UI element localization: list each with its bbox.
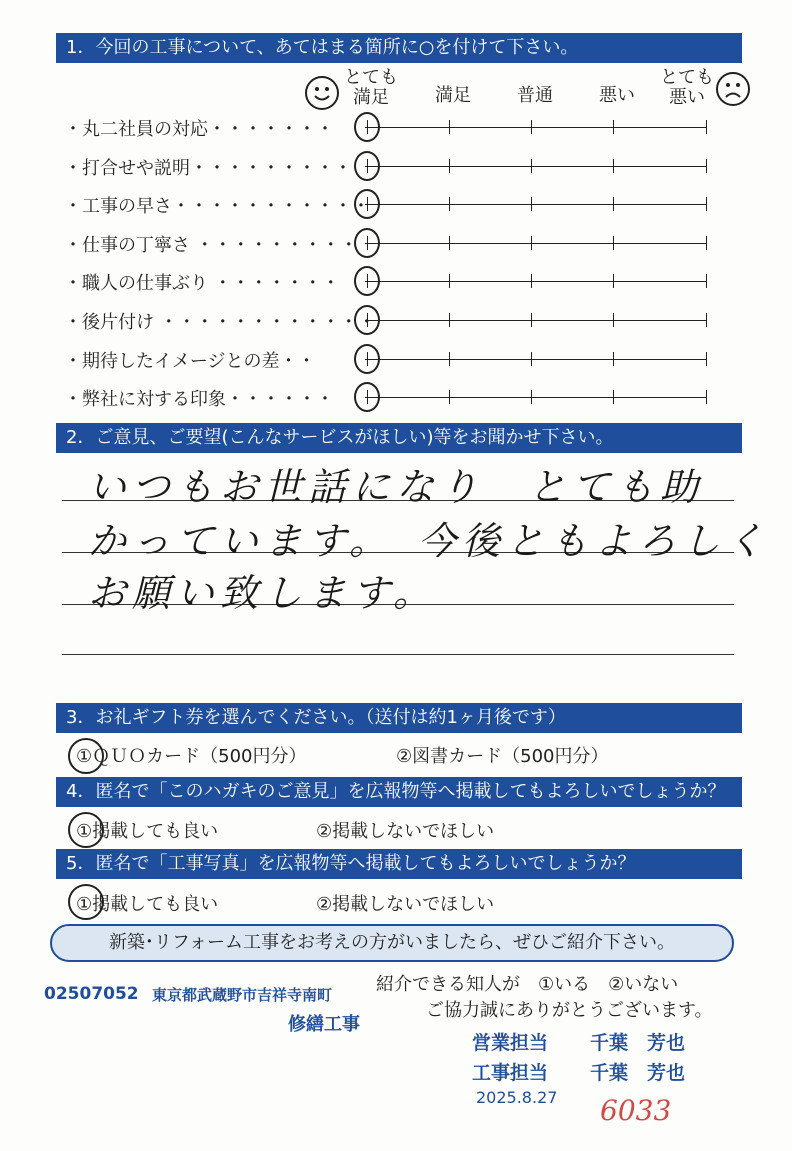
q3-option-quo-card[interactable]: ①ＱＵＯカード（500円分） bbox=[76, 746, 307, 767]
q2-title-bar bbox=[56, 423, 742, 453]
rating-option-tick[interactable] bbox=[706, 236, 707, 250]
rating-selection-circle bbox=[354, 228, 380, 258]
scale-very-bad: とても 悪い bbox=[660, 67, 714, 108]
rating-scale-line bbox=[365, 359, 707, 360]
referral-banner-text: 新築･リフォーム工事をお考えの方がいましたら、ぜひご紹介下さい。 bbox=[108, 932, 676, 953]
q4-option-allow[interactable]: ①掲載しても良い bbox=[76, 821, 219, 842]
smiley-face-icon bbox=[305, 76, 339, 110]
rating-item-label: ・期待したイメージとの差・・ bbox=[64, 351, 316, 372]
scale-very-satisfied: とても 満足 bbox=[344, 67, 398, 108]
ruled-line bbox=[62, 654, 734, 655]
thanks-message: ご協力誠にありがとうございます。 bbox=[426, 1000, 713, 1021]
handwritten-number: 6033 bbox=[600, 1094, 672, 1127]
rating-option-tick[interactable] bbox=[531, 236, 532, 250]
rating-item-label: ・弊社に対する印象・・・・・・ bbox=[64, 389, 334, 410]
rating-selection-circle bbox=[354, 344, 380, 374]
comment-line-1: いつもお世話になり とても助 bbox=[88, 465, 705, 509]
q4-option-deny[interactable]: ②掲載しないでほしい bbox=[316, 821, 495, 842]
sales-label: 営業担当 bbox=[472, 1032, 549, 1054]
rating-option-tick[interactable] bbox=[531, 274, 532, 288]
selection-circle-mark bbox=[68, 738, 104, 774]
q5-option-allow[interactable]: ①掲載しても良い bbox=[76, 894, 219, 915]
rating-option-tick[interactable] bbox=[613, 159, 614, 173]
q4-title-bar bbox=[56, 777, 742, 807]
rating-option-tick[interactable] bbox=[613, 236, 614, 250]
rating-scale-line bbox=[365, 127, 707, 128]
rating-option-tick[interactable] bbox=[706, 352, 707, 366]
q3-title-bar bbox=[56, 703, 742, 733]
q1-title: 1．今回の工事について、あてはまる箇所に○を付けて下さい。 bbox=[66, 37, 579, 58]
rating-scale-line bbox=[365, 204, 707, 205]
rating-option-tick[interactable] bbox=[449, 313, 450, 327]
rating-option-tick[interactable] bbox=[531, 390, 532, 404]
q1-title-bar bbox=[56, 33, 742, 63]
rating-option-tick[interactable] bbox=[531, 120, 532, 134]
selection-circle-mark bbox=[68, 884, 104, 920]
rating-option-tick[interactable] bbox=[449, 159, 450, 173]
rating-option-tick[interactable] bbox=[613, 274, 614, 288]
scale-bad: 悪い bbox=[599, 85, 635, 106]
rating-option-tick[interactable] bbox=[531, 159, 532, 173]
scale-satisfied: 満足 bbox=[435, 85, 471, 106]
rating-scale-line bbox=[365, 397, 707, 398]
rating-selection-circle bbox=[354, 112, 380, 142]
comment-line-3: お願い致します。 bbox=[88, 571, 437, 615]
rating-option-tick[interactable] bbox=[449, 236, 450, 250]
rating-selection-circle bbox=[354, 266, 380, 296]
scale-normal: 普通 bbox=[517, 85, 553, 106]
rating-scale-line bbox=[365, 166, 707, 167]
rating-option-tick[interactable] bbox=[706, 159, 707, 173]
work-name: 千葉 芳也 bbox=[590, 1062, 686, 1084]
rating-selection-circle bbox=[354, 189, 380, 219]
rating-option-tick[interactable] bbox=[531, 313, 532, 327]
comment-line-2: かっています。 今後ともよろしく bbox=[88, 519, 770, 563]
rating-option-tick[interactable] bbox=[613, 313, 614, 327]
rating-option-tick[interactable] bbox=[706, 390, 707, 404]
rating-option-tick[interactable] bbox=[449, 352, 450, 366]
rating-item-label: ・打合せや説明・・・・・・・・・ bbox=[64, 158, 352, 179]
q5-title: 5．匿名で「工事写真」を広報物等へ掲載してもよろしいでしょうか？ bbox=[66, 853, 636, 874]
work-label: 工事担当 bbox=[472, 1062, 549, 1084]
rating-item-label: ・工事の早さ・・・・・・・・・・・ bbox=[64, 196, 370, 217]
rating-item-label: ・丸二社員の対応・・・・・・・ bbox=[64, 119, 334, 140]
rating-option-tick[interactable] bbox=[706, 274, 707, 288]
referral-question: 紹介できる知人が ①いる ②いない bbox=[376, 974, 679, 995]
rating-option-tick[interactable] bbox=[613, 120, 614, 134]
selection-circle-mark bbox=[68, 812, 104, 848]
q3-title: 3．お礼ギフト券を選んでください。（送付は約1ヶ月後です） bbox=[66, 707, 566, 728]
rating-option-tick[interactable] bbox=[449, 120, 450, 134]
rating-option-tick[interactable] bbox=[706, 197, 707, 211]
rating-scale-line bbox=[365, 243, 707, 244]
q2-title: 2．ご意見、ご要望(こんなサービスがほしい)等をお聞かせ下さい。 bbox=[66, 427, 614, 448]
q4-title: 4．匿名で「このハガキのご意見」を広報物等へ掲載してもよろしいでしょうか？ bbox=[66, 781, 726, 802]
rating-option-tick[interactable] bbox=[531, 352, 532, 366]
q5-option-deny[interactable]: ②掲載しないでほしい bbox=[316, 894, 495, 915]
sales-name: 千葉 芳也 bbox=[590, 1032, 686, 1054]
q5-title-bar bbox=[56, 849, 742, 879]
rating-scale-line bbox=[365, 320, 707, 321]
rating-option-tick[interactable] bbox=[449, 274, 450, 288]
rating-selection-circle bbox=[354, 151, 380, 181]
work-type: 修繕工事 bbox=[288, 1014, 360, 1035]
customer-code: 02507052 bbox=[44, 984, 139, 1004]
rating-option-tick[interactable] bbox=[613, 352, 614, 366]
rating-option-tick[interactable] bbox=[706, 313, 707, 327]
rating-option-tick[interactable] bbox=[613, 197, 614, 211]
rating-option-tick[interactable] bbox=[449, 197, 450, 211]
referral-banner bbox=[50, 924, 734, 962]
q3-option-book-card[interactable]: ②図書カード（500円分） bbox=[396, 746, 609, 767]
rating-item-label: ・職人の仕事ぶり ・・・・・・・ bbox=[64, 273, 340, 294]
rating-selection-circle bbox=[354, 382, 380, 412]
rating-option-tick[interactable] bbox=[613, 390, 614, 404]
rating-scale-line bbox=[365, 281, 707, 282]
rating-selection-circle bbox=[354, 305, 380, 335]
rating-option-tick[interactable] bbox=[531, 197, 532, 211]
customer-address: 東京都武蔵野市吉祥寺南町 bbox=[152, 986, 333, 1004]
rating-option-tick[interactable] bbox=[449, 390, 450, 404]
rating-option-tick[interactable] bbox=[706, 120, 707, 134]
date: 2025.8.27 bbox=[476, 1088, 558, 1107]
rating-item-label: ・仕事の丁寧さ ・・・・・・・・・ bbox=[64, 235, 358, 256]
rating-item-label: ・後片付け ・・・・・・・・・・・・ bbox=[64, 312, 376, 333]
